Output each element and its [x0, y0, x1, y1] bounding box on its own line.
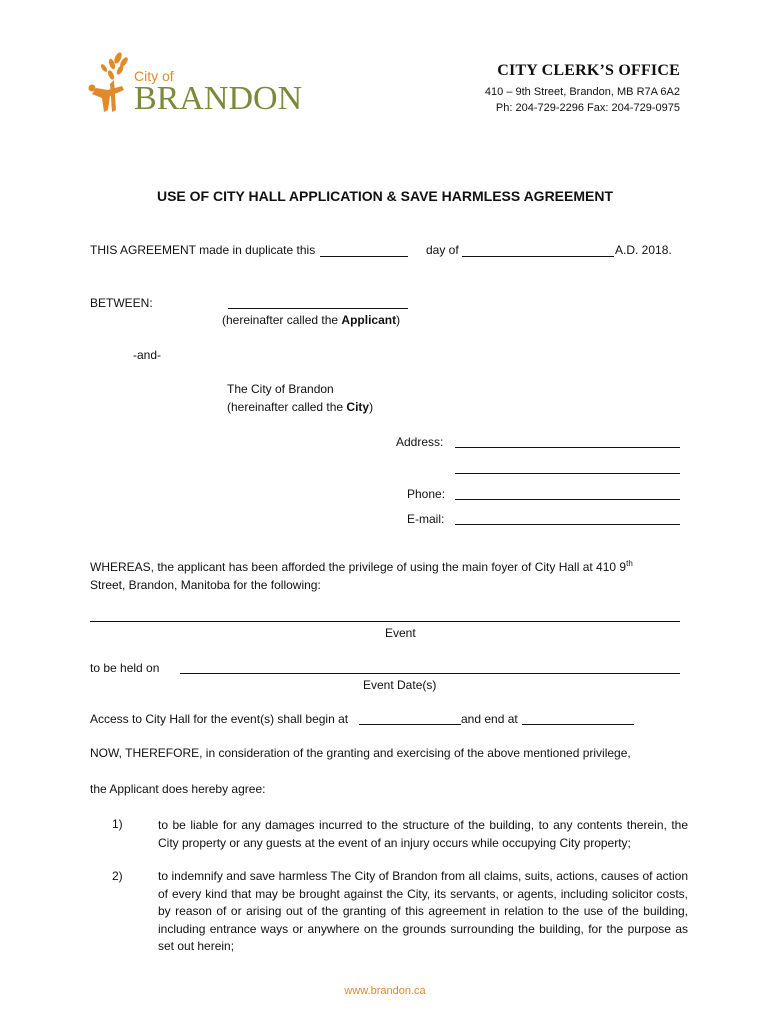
applicant-prefix: (hereinafter called the [222, 313, 342, 327]
applicant-word: Applicant [341, 313, 397, 327]
access-end-blank[interactable] [522, 724, 634, 725]
applicant-name-blank[interactable] [228, 308, 408, 309]
city-prefix: (hereinafter called the [227, 400, 347, 414]
year-text: A.D. 2018. [615, 243, 672, 257]
between-label: BETWEEN: [90, 296, 153, 310]
phone-label: Phone: [407, 487, 446, 501]
item-1-number: 1) [112, 817, 123, 831]
address-field-1[interactable] [455, 447, 680, 448]
logo-brandon: BRANDON [134, 80, 303, 117]
day-blank[interactable] [320, 256, 408, 257]
office-address: 410 – 9th Street, Brandon, MB R7A 6A2 [484, 86, 680, 98]
city-word: City [346, 400, 370, 414]
event-field[interactable] [90, 621, 680, 622]
access-end-text: and end at [461, 712, 518, 726]
held-on-label: to be held on [90, 661, 160, 675]
month-blank[interactable] [462, 256, 614, 257]
item-1-text: to be liable for any damages incurred to the structure of the building, to any contents therein, the City property or any guests at the event of an injury occurs while occupying City property; [158, 818, 688, 850]
item-2-text: to indemnify and save harmless The City of Brandon from all claims, suits, actions, causes of action of every kind that may be brought against the City, its servants, or agents, including solicitor costs, by reason of or arising out of the granting of this agreement in relation to the use of the building, including entrance ways or anywhere on the grounds surrounding the building, for the purpose as set out herein; [158, 869, 688, 953]
footer-url[interactable]: www.brandon.ca [344, 985, 426, 997]
access-begin-text: Access to City Hall for the event(s) shall begin at [90, 712, 349, 726]
office-title: CITY CLERK’S OFFICE [497, 62, 680, 79]
email-field[interactable] [455, 524, 680, 525]
address-label: Address: [396, 435, 444, 449]
city-caption [227, 400, 373, 414]
item-2-number: 2) [112, 869, 123, 883]
applicant-caption [222, 313, 400, 327]
whereas-paragraph [90, 555, 680, 594]
access-begin-blank[interactable] [359, 724, 461, 725]
agree-intro-text: the Applicant does hereby agree: [90, 782, 266, 796]
city-close: ) [369, 400, 374, 414]
phone-field[interactable] [455, 499, 680, 500]
event-dates-caption: Event Date(s) [363, 678, 437, 692]
agreement-made-text: THIS AGREEMENT made in duplicate this [90, 243, 316, 257]
whereas-text-a: WHEREAS, the applicant has been afforded the privilege of using the main foyer of City Hall at 410 9 [90, 560, 627, 574]
email-label: E-mail: [407, 512, 445, 526]
applicant-close: ) [396, 313, 401, 327]
address-field-2[interactable] [455, 473, 680, 474]
office-header [485, 62, 680, 114]
city-name: The City of Brandon [227, 382, 334, 396]
document-title: USE OF CITY HALL APPLICATION & SAVE HARMLESS AGREEMENT [156, 188, 614, 204]
whereas-sup: th [626, 559, 633, 568]
event-dates-field[interactable] [180, 673, 680, 674]
now-therefore-text: NOW, THEREFORE, in consideration of the granting and exercising of the above mentioned privilege, [90, 746, 631, 760]
logo-city-of: City of [134, 68, 174, 84]
day-of-label: day of [426, 243, 459, 257]
office-contact: Ph: 204-729-2296 Fax: 204-729-0975 [495, 102, 680, 114]
and-label: -and- [133, 348, 162, 362]
event-caption: Event [385, 626, 416, 640]
city-logo [82, 50, 322, 122]
whereas-text-b: Street, Brandon, Manitoba for the following: [90, 578, 321, 592]
